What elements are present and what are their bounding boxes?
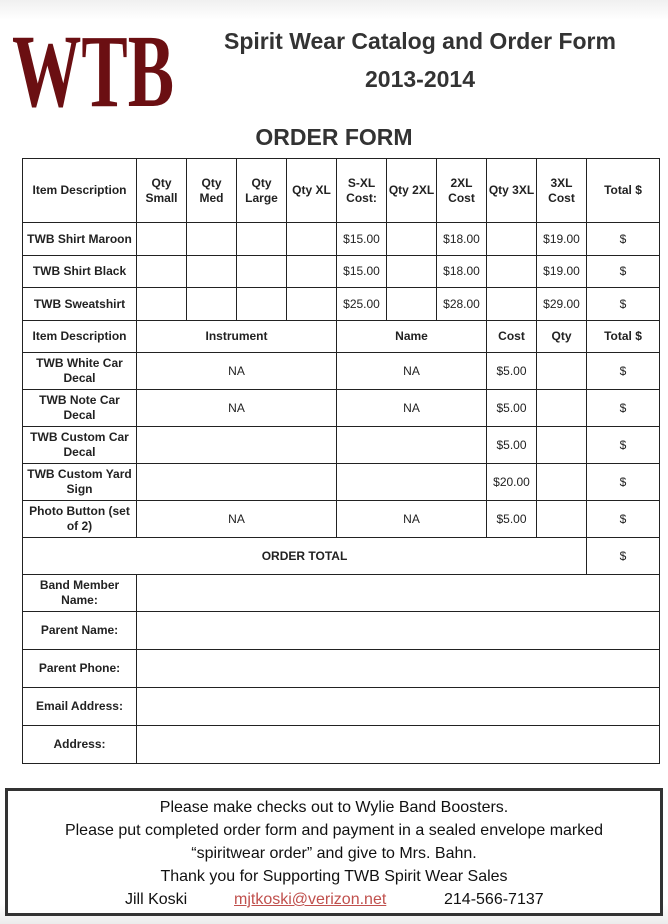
- row-total-cell[interactable]: $: [587, 223, 660, 256]
- col-total: Total $: [587, 159, 660, 223]
- col-2xl-cost: 2XL Cost: [437, 159, 487, 223]
- row-total-cell[interactable]: $: [587, 501, 660, 538]
- col-instrument: Instrument: [137, 321, 337, 353]
- item-name: TWB Shirt Black: [23, 256, 137, 288]
- col-qty-xl: Qty XL: [287, 159, 337, 223]
- qty-xl-cell[interactable]: [287, 288, 337, 321]
- order-form-heading: ORDER FORM: [255, 124, 413, 150]
- instructions-box: [5, 788, 663, 916]
- parent-phone-label: Parent Phone:: [23, 650, 137, 688]
- instrument-cell[interactable]: NA: [137, 501, 337, 538]
- 2xl-cost-value: $18.00: [437, 223, 487, 256]
- cost-value: $5.00: [487, 390, 537, 427]
- info-row: [23, 612, 660, 650]
- row-total-cell[interactable]: $: [587, 390, 660, 427]
- shirts-header-row: [23, 159, 660, 223]
- info-row: [23, 726, 660, 764]
- band-member-name-field[interactable]: [137, 575, 660, 612]
- col-name: Name: [337, 321, 487, 353]
- item-name: TWB White Car Decal: [23, 353, 137, 390]
- qty-cell[interactable]: [537, 501, 587, 538]
- row-total-cell[interactable]: $: [587, 353, 660, 390]
- qty-2xl-cell[interactable]: [387, 223, 437, 256]
- instrument-cell[interactable]: [137, 464, 337, 501]
- col-qty-large: Qty Large: [237, 159, 287, 223]
- info-row: [23, 688, 660, 726]
- name-cell[interactable]: NA: [337, 501, 487, 538]
- parent-name-label: Parent Name:: [23, 612, 137, 650]
- instrument-cell[interactable]: NA: [137, 390, 337, 427]
- item-name: TWB Custom Car Decal: [23, 427, 137, 464]
- col-item-description: Item Description: [23, 321, 137, 353]
- address-label: Address:: [23, 726, 137, 764]
- qty-xl-cell[interactable]: [287, 223, 337, 256]
- table-row: [23, 288, 660, 321]
- cost-value: $5.00: [487, 501, 537, 538]
- table-row: [23, 390, 660, 427]
- give-to-note: “spiritwear order” and give to Mrs. Bahn.: [191, 845, 477, 862]
- order-total-row: [23, 538, 660, 575]
- qty-3xl-cell[interactable]: [487, 223, 537, 256]
- qty-small-cell[interactable]: [137, 223, 187, 256]
- band-member-name-label: Band Member Name:: [23, 575, 137, 612]
- qty-small-cell[interactable]: [137, 256, 187, 288]
- 2xl-cost-value: $28.00: [437, 288, 487, 321]
- qty-med-cell[interactable]: [187, 288, 237, 321]
- 2xl-cost-value: $18.00: [437, 256, 487, 288]
- col-3xl-cost: 3XL Cost: [537, 159, 587, 223]
- 3xl-cost-value: $29.00: [537, 288, 587, 321]
- col-qty-3xl: Qty 3XL: [487, 159, 537, 223]
- col-sxl-cost: S-XL Cost:: [337, 159, 387, 223]
- order-total-cell[interactable]: $: [587, 538, 660, 575]
- item-name: TWB Note Car Decal: [23, 390, 137, 427]
- envelope-instructions: Please put completed order form and payment in a sealed envelope marked: [64, 822, 604, 839]
- table-row: [23, 223, 660, 256]
- email-address-field[interactable]: [137, 688, 660, 726]
- col-qty: Qty: [537, 321, 587, 353]
- name-cell[interactable]: [337, 427, 487, 464]
- qty-3xl-cell[interactable]: [487, 288, 537, 321]
- qty-3xl-cell[interactable]: [487, 256, 537, 288]
- table-row: [23, 501, 660, 538]
- col-qty-med: Qty Med: [187, 159, 237, 223]
- cost-value: $5.00: [487, 427, 537, 464]
- thank-you-note: Thank you for Supporting TWB Spirit Wear Sales: [160, 868, 508, 885]
- catalog-year: 2013-2014: [365, 66, 475, 92]
- qty-large-cell[interactable]: [237, 256, 287, 288]
- sxl-cost-value: $15.00: [337, 223, 387, 256]
- info-row: [23, 650, 660, 688]
- name-cell[interactable]: NA: [337, 353, 487, 390]
- instrument-cell[interactable]: [137, 427, 337, 464]
- qty-cell[interactable]: [537, 464, 587, 501]
- qty-2xl-cell[interactable]: [387, 256, 437, 288]
- cost-value: $5.00: [487, 353, 537, 390]
- info-row: [23, 575, 660, 612]
- item-name: Photo Button (set of 2): [23, 501, 137, 538]
- contact-name: Jill Koski: [125, 891, 188, 908]
- instrument-cell[interactable]: NA: [137, 353, 337, 390]
- sxl-cost-value: $15.00: [337, 256, 387, 288]
- order-form-table: [22, 158, 660, 764]
- cost-value: $20.00: [487, 464, 537, 501]
- svg-text:WTB: WTB: [12, 14, 174, 129]
- checks-payable-note: Please make checks out to Wylie Band Boosters.: [159, 799, 509, 816]
- 3xl-cost-value: $19.00: [537, 223, 587, 256]
- col-qty-small: Qty Small: [137, 159, 187, 223]
- decals-header-row: [23, 321, 660, 353]
- row-total-cell[interactable]: $: [587, 427, 660, 464]
- qty-large-cell[interactable]: [237, 223, 287, 256]
- 3xl-cost-value: $19.00: [537, 256, 587, 288]
- qty-xl-cell[interactable]: [287, 256, 337, 288]
- sxl-cost-value: $25.00: [337, 288, 387, 321]
- qty-cell[interactable]: [537, 390, 587, 427]
- address-field[interactable]: [137, 726, 660, 764]
- row-total-cell[interactable]: $: [587, 256, 660, 288]
- col-item-description: Item Description: [23, 159, 137, 223]
- parent-name-field[interactable]: [137, 612, 660, 650]
- col-cost: Cost: [487, 321, 537, 353]
- name-cell[interactable]: [337, 464, 487, 501]
- table-row: [23, 353, 660, 390]
- contact-email-link[interactable]: mjtkoski@verizon.net: [234, 891, 387, 908]
- item-name: TWB Custom Yard Sign: [23, 464, 137, 501]
- contact-info: [8, 888, 660, 911]
- table-row: [23, 256, 660, 288]
- qty-cell[interactable]: [537, 427, 587, 464]
- twb-logo: [10, 8, 176, 129]
- col-qty-2xl: Qty 2XL: [387, 159, 437, 223]
- qty-cell[interactable]: [537, 353, 587, 390]
- qty-small-cell[interactable]: [137, 288, 187, 321]
- item-name: TWB Sweatshirt: [23, 288, 137, 321]
- qty-2xl-cell[interactable]: [387, 288, 437, 321]
- table-row: [23, 427, 660, 464]
- row-total-cell[interactable]: $: [587, 464, 660, 501]
- contact-phone: 214-566-7137: [444, 891, 544, 908]
- qty-med-cell[interactable]: [187, 256, 237, 288]
- item-name: TWB Shirt Maroon: [23, 223, 137, 256]
- qty-med-cell[interactable]: [187, 223, 237, 256]
- parent-phone-field[interactable]: [137, 650, 660, 688]
- qty-large-cell[interactable]: [237, 288, 287, 321]
- email-address-label: Email Address:: [23, 688, 137, 726]
- order-total-label: ORDER TOTAL: [23, 538, 587, 575]
- col-total: Total $: [587, 321, 660, 353]
- row-total-cell[interactable]: $: [587, 288, 660, 321]
- catalog-title: Spirit Wear Catalog and Order Form: [224, 28, 616, 54]
- table-row: [23, 464, 660, 501]
- name-cell[interactable]: NA: [337, 390, 487, 427]
